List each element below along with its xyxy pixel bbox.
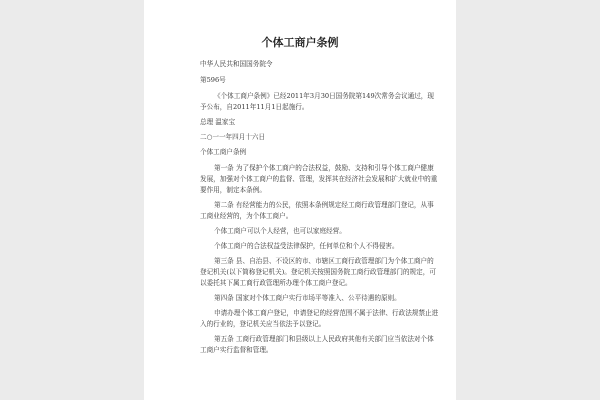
article-line: 第四条 国家对个体工商户实行市场平等准入、公平待遇的原则。 — [214, 294, 401, 302]
article-line: 以委托其下属工商行政管理所办理个体工商户登记。 — [200, 279, 352, 287]
preamble-line: 予公布，自2011年11月1日起施行。 — [200, 103, 309, 111]
article-line: 申请办理个体工商户登记，申请登记的经营范围不属于法律、行政法规禁止进 — [214, 309, 439, 317]
issuer-line: 中华人民共和国国务院令 — [200, 60, 273, 68]
signatory: 总理 温家宝 — [200, 118, 236, 126]
document-title: 个体工商户条例 — [261, 36, 339, 49]
article-line: 登记机关(以下简称登记机关)。登记机关按照国务院工商行政管理部门的规定，可 — [200, 268, 436, 276]
article-line: 第三条 县、自治县、不设区的市、市辖区工商行政管理部门为个体工商户的 — [214, 257, 434, 265]
article-line: 发展，加强对个体工商户的监督、管理，发挥其在经济社会发展和扩大就业中的重 — [200, 175, 438, 183]
article-line: 工商业经营的，为个体工商户。 — [200, 212, 293, 220]
article-line: 个体工商户的合法权益受法律保护，任何单位和个人不得侵害。 — [214, 242, 399, 250]
article-line: 第五条 工商行政管理部门和县级以上人民政府其他有关部门应当依法对个体 — [214, 335, 434, 343]
issue-date: 二○一一年四月十六日 — [200, 133, 266, 141]
article-line: 要作用，制定本条例。 — [200, 186, 266, 194]
section-subtitle: 个体工商户条例 — [200, 148, 247, 156]
article-line: 入的行业的，登记机关应当依法予以登记。 — [200, 320, 326, 328]
article-line: 第一条 为了保护个体工商户的合法权益，鼓励、支持和引导个体工商户健康 — [214, 164, 434, 172]
preamble-line: 《个体工商户条例》已经2011年3月30日国务院第149次常务会议通过，现 — [214, 92, 434, 100]
document-page — [144, 0, 456, 400]
order-number: 第596号 — [200, 76, 226, 84]
article-line: 个体工商户可以个人经营，也可以家庭经营。 — [214, 227, 346, 235]
article-line: 第二条 有经营能力的公民，依照本条例规定经工商行政管理部门登记，从事 — [214, 201, 434, 209]
article-line: 工商户实行监督和管理。 — [200, 346, 273, 354]
